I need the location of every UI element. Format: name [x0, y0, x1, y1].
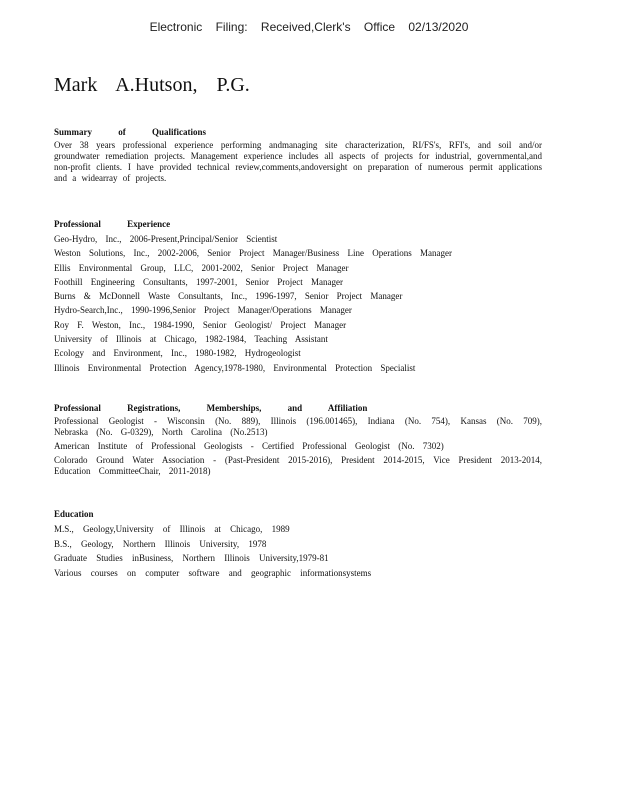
education-item: B.S., Geology, Northern Illinois University, 1978 [54, 538, 267, 549]
registration-item: American Institute of Professional Geologists - Certified Professional Geologist (No. 7302) [54, 441, 444, 451]
experience-item: Foothill Engineering Consultants, 1997-2001, Senior Project Manager [54, 276, 343, 287]
summary-text: Over 38 years professional experience performing andmanaging site characterization, RI/FS's, RFI's, and soil and/or groundwater remediation projects. Management experience includes all aspects of projects for industrial, governmental,and non-profit clients. I have provided technical review,comments,andoversight on preparation of numerous permit applications and a widearray of projects. [54, 140, 542, 183]
summary-title: Summary of Qualifications [54, 127, 207, 137]
experience-item: University of Illinois at Chicago, 1982-1984, Teaching Assistant [54, 334, 328, 345]
experience-section [54, 219, 542, 375]
experience-title: Professional Experience [54, 219, 171, 229]
experience-item: Ellis Environmental Group, LLC, 2001-2002, Senior Project Manager [54, 262, 349, 273]
registration-item: Professional Geologist - Wisconsin (No. 889), Illinois (196.001465), Indiana (No. 754), Kansas (No. 709), Nebraska (No. G-0329), North Carolina (No.2513) [54, 416, 542, 437]
electronic-filing-stamp: Electronic Filing: Received,Clerk's Office 02/13/2020 [149, 20, 469, 34]
education-item: M.S., Geology,University of Illinois at Chicago, 1989 [54, 524, 290, 534]
experience-item: Roy F. Weston, Inc., 1984-1990, Senior Geologist/ Project Manager [54, 319, 347, 330]
education-item: Various courses on computer software and geographic informationsystems [54, 567, 372, 578]
experience-item: Geo-Hydro, Inc., 2006-Present,Principal/Senior Scientist [54, 234, 278, 244]
experience-item: Hydro-Search,Inc., 1990-1996,Senior Project Manager/Operations Manager [54, 305, 352, 316]
resume-name: Mark A.Hutson, P.G. [54, 74, 250, 96]
registrations-title: Professional Registrations, Memberships, and Affiliation [54, 403, 368, 413]
experience-item: Burns & McDonnell Waste Consultants, Inc., 1996-1997, Senior Project Manager [54, 291, 403, 302]
summary-section [54, 127, 542, 184]
education-item: Graduate Studies inBusiness, Northern Illinois University,1979-81 [54, 553, 329, 563]
experience-item: Ecology and Environment, Inc., 1980-1982, Hydrogeologist [54, 348, 301, 359]
education-title: Education [54, 509, 94, 519]
registrations-section [54, 403, 542, 480]
experience-item: Illinois Environmental Protection Agency,1978-1980, Environmental Protection Specialist [54, 362, 416, 373]
education-section [54, 509, 542, 580]
registration-item: Colorado Ground Water Association - (Past-President 2015-2016), President 2014-2015, Vice President 2013-2014, Education CommitteeChair, 2011-2018) [54, 455, 542, 476]
experience-item: Weston Solutions, Inc., 2002-2006, Senior Project Manager/Business Line Operations Manager [54, 248, 452, 259]
